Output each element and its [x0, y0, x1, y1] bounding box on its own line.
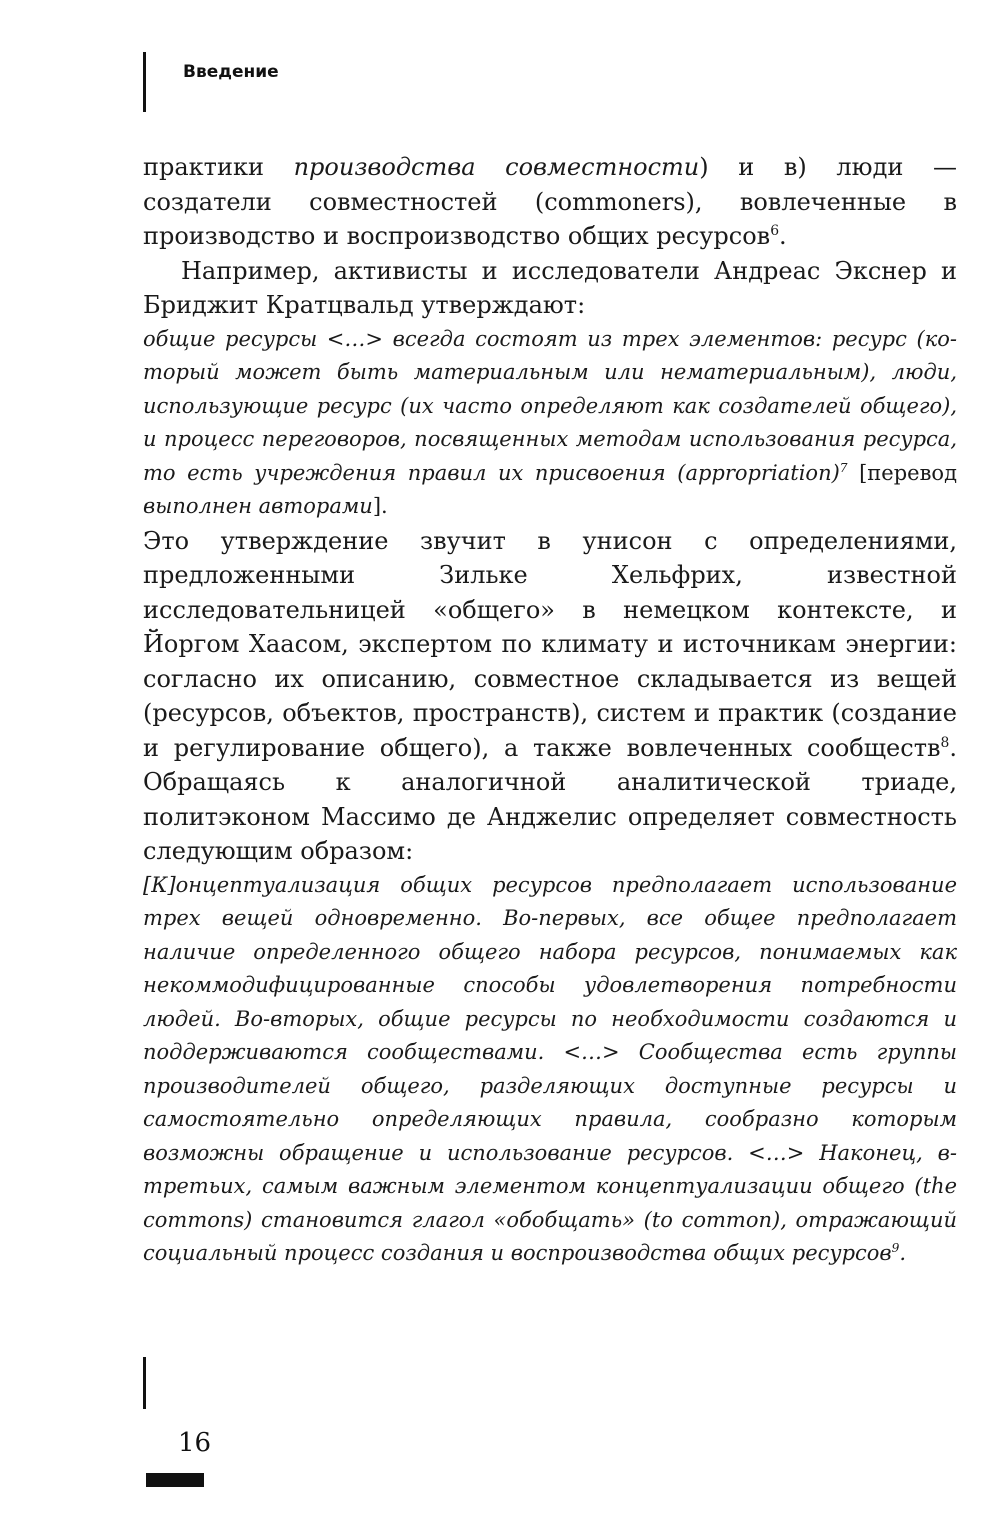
footnote-ref-6: 6 — [770, 223, 780, 239]
page-body — [143, 150, 957, 1271]
paragraph-continuation — [143, 150, 957, 254]
folio-bar — [146, 1473, 204, 1487]
text-run: практики — [143, 153, 294, 181]
block-quote-de-angelis — [143, 869, 957, 1271]
text-run: ) и в) люди — создатели совместностей (commoners), вовлеченные в производство и воспроизводство общих ресурсов — [143, 153, 957, 250]
quote-run: [К]онцептуализация общих ресурсов предполагает использование трех вещей одновременно. Во-первых, все общее предполагает наличие определенного общего набора ресурсов, понимаемых как некоммодифицированные способы удовлетворения потребности людей. Во-вторых, общие ресурсы по необходимости создаются и поддерживаются сообществами. <…> Сообщества есть группы производителей общего, разделяющих доступные ресурсы и самостоятельно определяющих правила, сообразно которым возможны обращение и использование ресурсов. <…> Наконец, в-третьих, самым важным элементом концептуализации общего (the commons) становится глагол «обобщать» (to common), отражающий социальный процесс создания и воспроизводства общих ресурсов — [143, 872, 957, 1265]
footnote-ref-8: 8 — [940, 734, 950, 751]
quote-run-end: . — [899, 1241, 907, 1265]
page-number: 16 — [178, 1428, 212, 1458]
text-run: . Обращаясь к аналогичной аналитической триаде, политэконом Массимо де Анджелис определяет совместность следующим образом: — [143, 733, 957, 865]
text-run: . — [779, 222, 787, 250]
translator-note-end: ]. — [372, 494, 388, 518]
footnote-ref-9: 9 — [891, 1241, 900, 1255]
running-head: Введение — [183, 62, 279, 82]
folio-rule — [143, 1357, 146, 1409]
running-head-rule — [143, 52, 146, 112]
text-run: Это утверждение звучит в унисон с определениями, предложенными Зильке Хельфрих, известной исследовательницей «общего» в немецком контексте, и Йоргом Хаасом, экспертом по климату и источникам энергии: согласно их описанию, совместное складывается из вещей (ресурсов, объектов, пространств), систем и практик (создание и регулирование общего), а также вовлеченных сообществ — [143, 526, 957, 762]
quote-run: общие ресурсы <…> всегда состоят из трех элементов: ресурс (который может быть материальным или нематериальным), люди, использующие ресурс (их часто определяют как создателей общего), и процесс переговоров, посвященных методам использования ресурса, то есть учреждения правил их присвоения (appropriation) — [143, 326, 957, 485]
block-quote-exner — [143, 323, 957, 524]
emphasis-run: производства совместности — [293, 153, 700, 181]
paragraph-exner: Например, активисты и исследователи Андреас Экснер и Бриджит Кратцвальд утверждают: — [143, 256, 957, 319]
translator-note-italic: выполнен авторами — [143, 494, 373, 518]
translator-note: [перевод — [847, 460, 957, 485]
footnote-ref-7: 7 — [839, 460, 848, 475]
paragraph-helfrich — [143, 524, 957, 869]
